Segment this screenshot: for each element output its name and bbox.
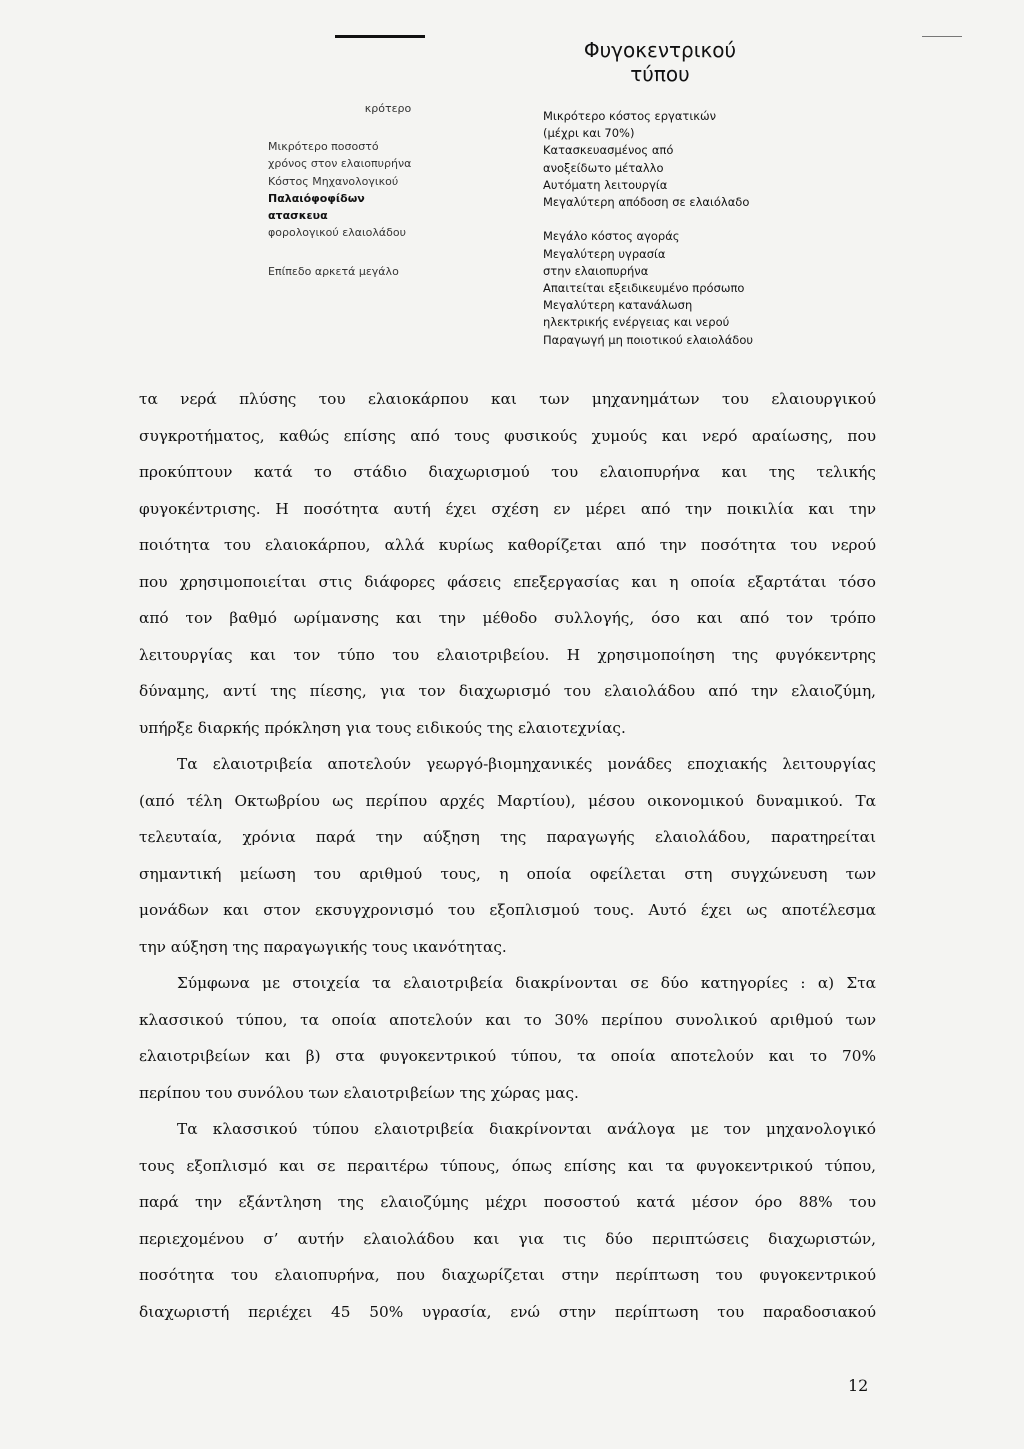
right-item: ηλεκτρικής ενέργειας και νερού <box>543 315 730 330</box>
text-line: παρά την εξάντληση της ελαιοζύμης μέχρι ποσοστού κατά μέσον όρο 88% του <box>139 1193 876 1211</box>
text-line: υπήρξε διαρκής πρόκληση για τους ειδικούς της ελαιοτεχνίας. <box>139 718 626 737</box>
right-item: Κατασκευασμένος από <box>543 143 674 158</box>
text-line: την αύξηση της παραγωγικής τους ικανότητας. <box>139 937 507 956</box>
right-column <box>543 108 843 349</box>
right-item: Μεγαλύτερη κατανάλωση <box>543 298 693 313</box>
text-line: ελαιοτριβείων και β) στα φυγοκεντρικού τύπου, τα οποία αποτελούν και το 70% <box>139 1047 876 1065</box>
left-item: Μικρότερο ποσοστό <box>268 140 379 154</box>
text-line: σημαντική μείωση του αριθμού τους, η οποία οφείλεται στη συγχώνευση των <box>139 864 876 883</box>
document-body <box>139 381 876 1330</box>
text-line: Τα ελαιοτριβεία αποτελούν γεωργό-βιομηχανικές μονάδες εποχιακής λειτουργίας <box>177 755 876 773</box>
text-line: περιεχομένου σ’ αυτήν ελαιολάδου και για τις δύο περιπτώσεις διαχωριστών, <box>139 1229 876 1248</box>
right-item: στην ελαιοπυρήνα <box>543 263 649 278</box>
text-line: φυγοκέντρισης. Η ποσότητα αυτή έχει σχέση εν μέρει από την ποικιλία και την <box>139 499 876 518</box>
text-line: δύναμης, αντί της πίεσης, για τον διαχωρισμό του ελαιολάδου από την ελαιοζύμη, <box>139 682 876 700</box>
right-item <box>543 211 843 228</box>
text-line: προκύπτουν κατά το στάδιο διαχωρισμού του ελαιοπυρήνα και της τελικής <box>139 463 876 481</box>
left-column-items <box>268 138 508 280</box>
left-item: φορολογικού ελαιολάδου <box>268 226 406 240</box>
text-line: από τον βαθμό ωρίμανσης και την μέθοδο συλλογής, όσο και από τον τρόπο <box>139 609 876 627</box>
top-rule <box>335 35 425 38</box>
left-item: χρόνος στον ελαιοπυρήνα <box>268 157 412 171</box>
text-line: (από τέλη Οκτωβρίου ως περίπου αρχές Μαρτίου), μέσου οικονομικού δυναμικού. Τα <box>139 791 876 810</box>
text-line: λειτουργίας και τον τύπο του ελαιοτριβείου. Η χρησιμοποίηση της φυγόκεντρης <box>139 645 876 664</box>
text-line: ποσότητα του ελαιοπυρήνα, που διαχωρίζεται στην περίπτωση του φυγοκεντρικού <box>139 1266 876 1284</box>
text-line: Σύμφωνα με στοιχεία τα ελαιοτριβεία διακρίνονται σε δύο κατηγορίες : α) Στα <box>177 974 876 992</box>
text-line: περίπου του συνόλου των ελαιοτριβείων της χώρας μας. <box>139 1083 579 1102</box>
text-line: διαχωριστή περιέχει 45 50% υγρασία, ενώ στην περίπτωση του παραδοσιακού <box>139 1302 876 1321</box>
text-line: συγκροτήματος, καθώς επίσης από τους φυσικούς χυμούς και νερό αραίωσης, που <box>139 426 876 445</box>
right-item: Μεγαλύτερη απόδοση σε ελαιόλαδο <box>543 195 750 210</box>
right-item: Μικρότερο κόστος εργατικών <box>543 109 717 123</box>
right-item: Μεγάλο κόστος αγοράς <box>543 229 680 244</box>
text-line: τα νερά πλύσης του ελαιοκάρπου και των μηχανημάτων του ελαιουργικού <box>139 390 876 408</box>
right-item: (μέχρι και 70%) <box>543 126 635 141</box>
right-item: ανοξείδωτο μέταλλο <box>543 160 664 175</box>
text-line: κλασσικού τύπου, τα οποία αποτελούν και το 30% περίπου συνολικού αριθμού των <box>139 1010 876 1029</box>
left-item: Κόστος Μηχανολογικού <box>268 174 399 188</box>
text-line: που χρησιμοποιείται στις διάφορες φάσεις επεξεργασίας και η οποία εξαρτάται τόσο <box>139 572 876 591</box>
left-item <box>268 241 508 258</box>
text-line: Τα κλασσικού τύπου ελαιοτριβεία διακρίνονται ανάλογα με τον μηχανολογικό <box>177 1120 876 1138</box>
text-line: μονάδων και στον εκσυγχρονισμό του εξοπλισμού τους. Αυτό έχει ως αποτέλεσμα <box>139 901 876 919</box>
right-item: Απαιτείται εξειδικευμένο πρόσωπο <box>543 281 745 296</box>
heading-line-2: τύπου <box>630 62 690 86</box>
text-line: ποιότητα του ελαιοκάρπου, αλλά κυρίως καθορίζεται από την ποσότητα του νερού <box>139 536 876 554</box>
text-line: τους εξοπλισμό και σε περαιτέρω τύπους, όπως επίσης και τα φυγοκεντρικού τύπου, <box>139 1156 876 1175</box>
right-item: Παραγωγή μη ποιοτικού ελαιολάδου <box>543 332 754 347</box>
right-item: Μεγαλύτερη υγρασία <box>543 246 666 261</box>
left-item: Επίπεδο αρκετά μεγάλο <box>268 264 399 278</box>
page-number: 12 <box>848 1376 869 1395</box>
heading-line-1: Φυγοκεντρικού <box>583 38 737 62</box>
text-line: τελευταία, χρόνια παρά την αύξηση της παραγωγής ελαιολάδου, παρατηρείται <box>139 828 876 846</box>
figure-heading <box>545 38 775 86</box>
left-item: ατασκευα <box>268 209 328 223</box>
left-column-header: κρότερο <box>364 102 412 115</box>
left-item: Παλαιόφοφίδων <box>268 191 365 205</box>
left-column <box>268 100 508 280</box>
right-item: Αυτόματη λειτουργία <box>543 177 668 192</box>
corner-mark <box>922 36 962 37</box>
